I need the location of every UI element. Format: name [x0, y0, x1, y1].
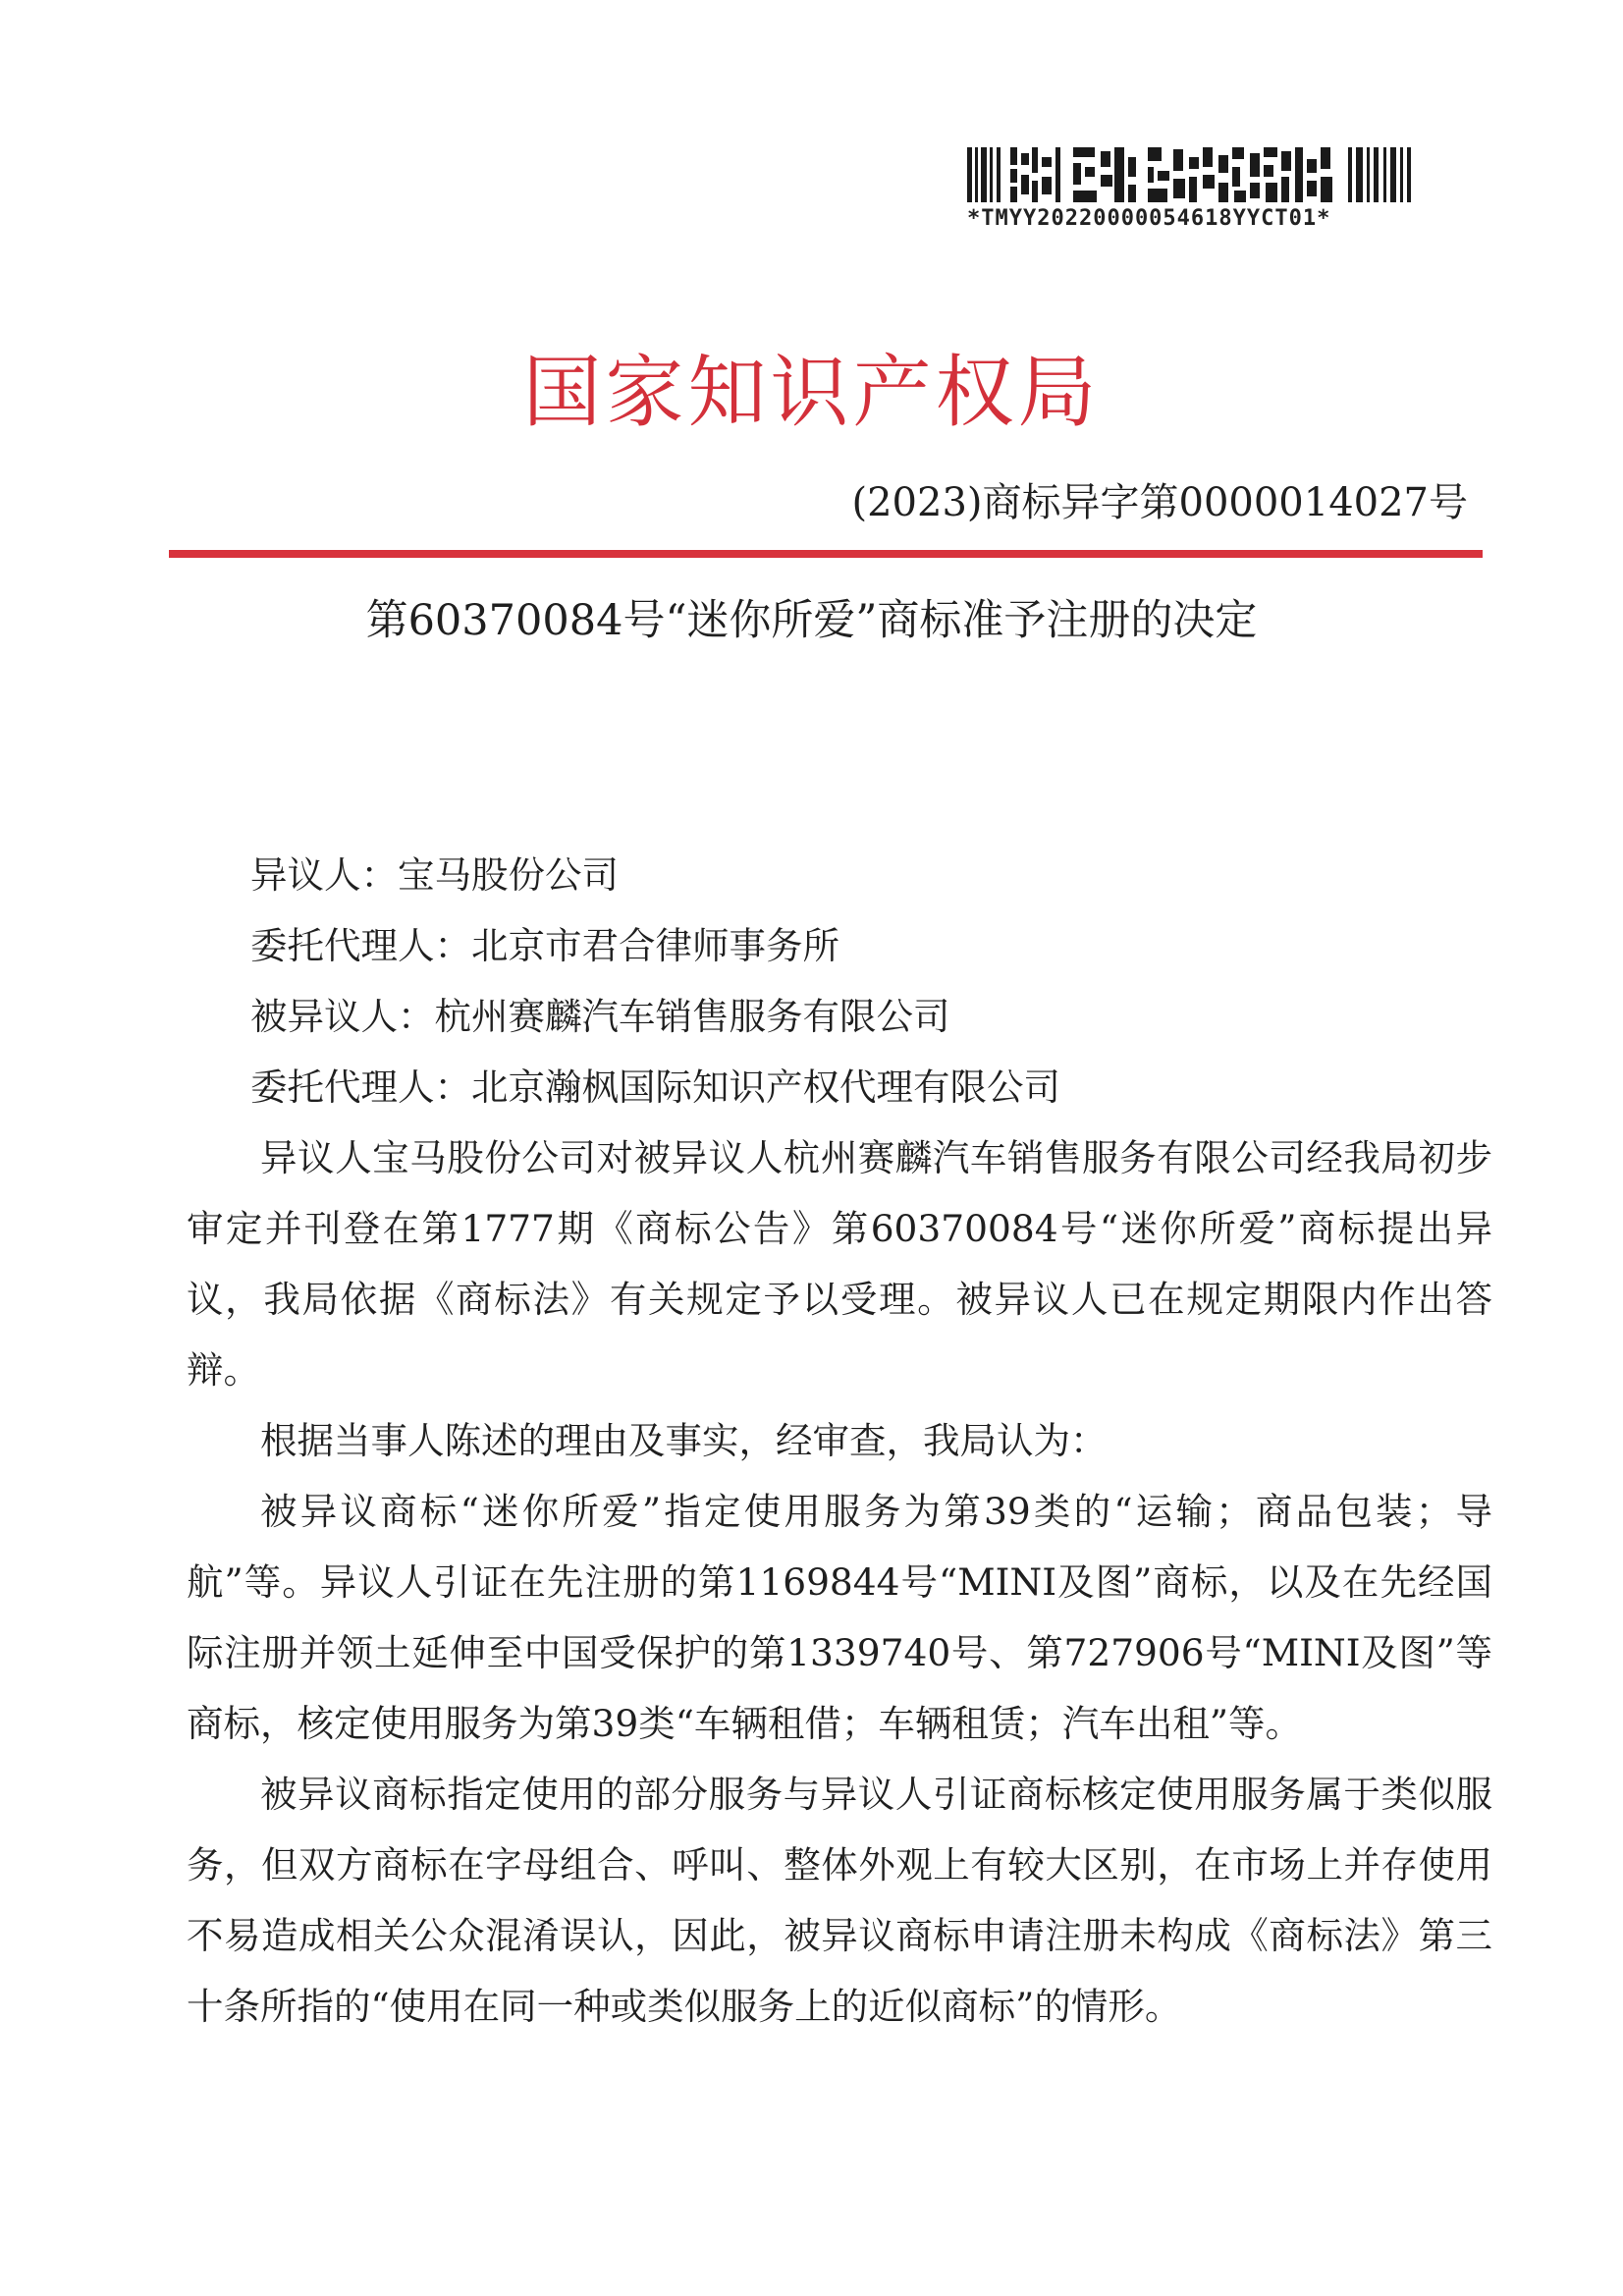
- barcode-text: *TMYY20220000054618YYCT01*: [967, 206, 1331, 231]
- red-divider: [169, 550, 1483, 558]
- barcode-block: [967, 147, 1434, 231]
- paragraph-service-comparison: 被异议商标“迷你所爱”指定使用服务为第39类的“运输；商品包装；导航”等。异议人引证在先注册的第1169844号“MINI及图”商标，以及在先经国际注册并领土延伸至中国受保护的第1339740号、第727906号“MINI及图”等商标，核定使用服务为第39类“车辆租借；车辆租赁；汽车出租”等。: [187, 1490, 1492, 1745]
- party-opponent: 异议人：宝马股份公司: [250, 853, 619, 897]
- document-body: [187, 840, 1492, 2042]
- paragraph-finding: 被异议商标指定使用的部分服务与异议人引证商标核定使用服务属于类似服务，但双方商标在字母组合、呼叫、整体外观上有较大区别，在市场上并存使用不易造成相关公众混淆误认，因此，被异议商标申请注册未构成《商标法》第三十条所指的“使用在同一种或类似服务上的近似商标”的情形。: [187, 1773, 1492, 2028]
- barcode-image: [967, 147, 1429, 202]
- paragraph-review-intro: 根据当事人陈述的理由及事实，经审查，我局认为：: [260, 1419, 1108, 1462]
- document-title: 第60370084号“迷你所爱”商标准予注册的决定: [365, 596, 1258, 645]
- party-respondent-agent: 委托代理人：北京瀚枫国际知识产权代理有限公司: [250, 1066, 1060, 1109]
- agency-name: 国家知识产权局: [522, 347, 1101, 438]
- document-number: (2023)商标异字第0000014027号: [851, 480, 1468, 525]
- party-respondent: 被异议人：杭州赛麟汽车销售服务有限公司: [250, 995, 950, 1038]
- party-opponent-agent: 委托代理人：北京市君合律师事务所: [250, 924, 839, 967]
- paragraph-background: 异议人宝马股份公司对被异议人杭州赛麟汽车销售服务有限公司经我局初步审定并刊登在第1777期《商标公告》第60370084号“迷你所爱”商标提出异议，我局依据《商标法》有关规定予以受理。被异议人已在规定期限内作出答辩。: [187, 1136, 1492, 1392]
